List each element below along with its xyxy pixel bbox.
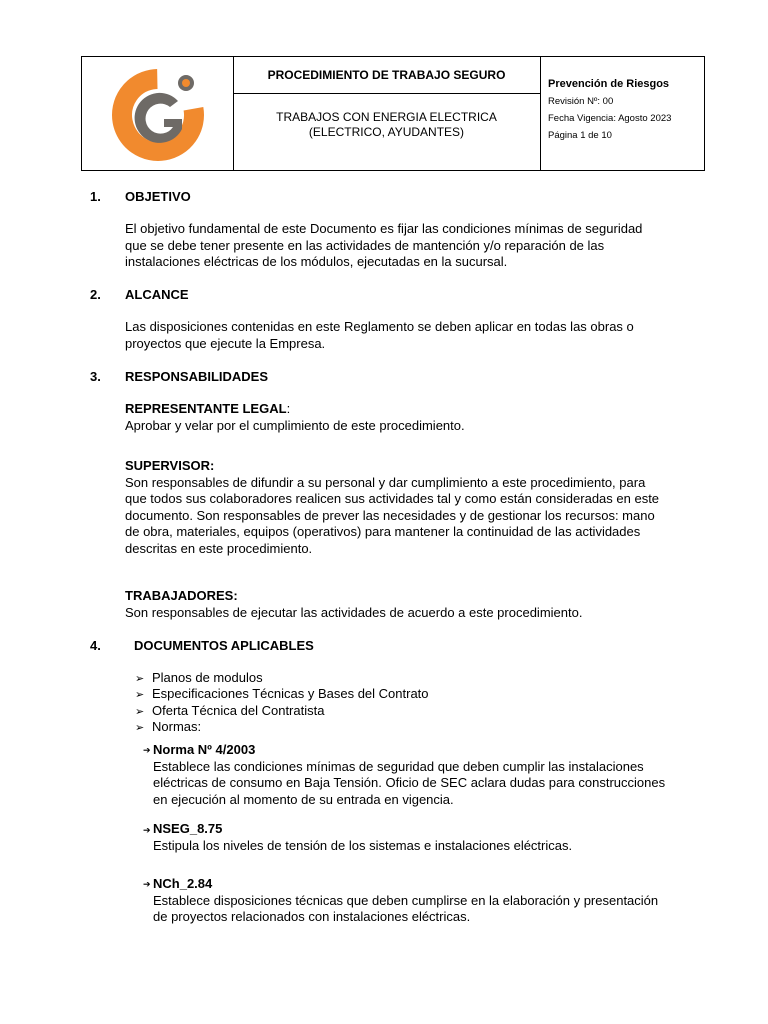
- list-item: ➢ Oferta Técnica del Contratista: [135, 703, 324, 721]
- supervisor-title: SUPERVISOR:: [125, 458, 215, 473]
- document-header: [81, 56, 705, 171]
- logo-cell: [82, 57, 234, 170]
- page-label: Página 1 de 10: [548, 130, 612, 141]
- norm-block: NCh_2.84 Establece disposiciones técnicas que deben cumplirse en la elaboración y presentación de proyectos relacionados con instalaciones eléctricas.: [153, 876, 698, 926]
- workers-title: TRABAJADORES:: [125, 588, 238, 603]
- norm-block: Norma Nº 4/2003 Establece las condiciones mínimas de seguridad que deben cumplir las instalaciones eléctricas de consumo en Baja Tensión. Oficio de SEC aclara dudas para construcciones en ejecución al momento de su entrada en vigencia.: [153, 742, 698, 808]
- section-2-text: Las disposiciones contenidas en este Reglamento se deben aplicar en todas las obras o proyectos que ejecute la Empresa.: [125, 319, 634, 351]
- norm-title: NSEG_8.75: [153, 821, 223, 836]
- section-1-number: 1.: [90, 189, 101, 204]
- procedure-subtitle: TRABAJOS CON ENERGIA ELECTRICA (ELECTRICO, AYUDANTES): [276, 110, 497, 139]
- list-item: ➢ Normas:: [135, 719, 201, 737]
- legal-rep-text: Aprobar y velar por el cumplimiento de este procedimiento.: [125, 417, 465, 433]
- section-3-title: RESPONSABILIDADES: [125, 369, 269, 384]
- norm-block: NSEG_8.75 Estipula los niveles de tensión de los sistemas e instalaciones eléctricas.: [153, 821, 698, 854]
- section-2-number: 2.: [90, 287, 101, 302]
- arrow-bullet-icon: ➢: [135, 722, 145, 734]
- section-4-number: 4.: [90, 638, 101, 653]
- arrow-small-icon: ➔: [143, 745, 151, 755]
- supervisor-block: SUPERVISOR: Son responsables de difundir a su personal y dar cumplimiento a este procedimiento, para que todos sus colaboradores realicen sus actividades tal y como están consideradas en este documento. Son responsables de prever las necesidades y de gestionar los recursos: mano de obra, materiales, equipos (operativos) para mantener la continuidad de las actividades descritas en este procedimiento.: [125, 458, 698, 557]
- list-item: ➢ Planos de modulos: [135, 670, 263, 688]
- header-title-cell: [233, 57, 541, 170]
- revision-label: Revisión Nº: 00: [548, 96, 614, 107]
- norm-title: NCh_2.84: [153, 876, 213, 891]
- company-logo: [82, 57, 233, 170]
- section-3-number: 3.: [90, 369, 101, 384]
- section-4-title: DOCUMENTOS APLICABLES: [134, 638, 314, 653]
- arrow-bullet-icon: ➢: [135, 706, 145, 718]
- legal-rep-title: REPRESENTANTE LEGAL: [125, 401, 287, 416]
- section-1-text: El objetivo fundamental de este Documento es fijar las condiciones mínimas de seguridad que se debe tener presente en las actividades de mantención y/o reparación de las instalaciones eléctricas de los módulos, ejecutadas en la sucursal.: [125, 221, 643, 269]
- arrow-small-icon: ➔: [143, 879, 151, 889]
- section-1-title: OBJETIVO: [125, 189, 191, 204]
- department-label: Prevención de Riesgos: [548, 78, 670, 90]
- list-item: ➢ Especificaciones Técnicas y Bases del Contrato: [135, 686, 429, 704]
- section-2-title: ALCANCE: [125, 287, 189, 302]
- arrow-bullet-icon: ➢: [135, 673, 145, 685]
- workers-block: [125, 588, 698, 621]
- arrow-small-icon: ➔: [143, 825, 151, 835]
- arrow-bullet-icon: ➢: [135, 689, 145, 701]
- legal-rep-block: REPRESENTANTE LEGAL: Aprobar y velar por el cumplimiento de este procedimiento.: [125, 401, 698, 434]
- workers-text: Son responsables de ejecutar las actividades de acuerdo a este procedimiento.: [125, 604, 583, 620]
- norm-title: Norma Nº 4/2003: [153, 742, 256, 757]
- procedure-title: PROCEDIMIENTO DE TRABAJO SEGURO: [233, 57, 540, 94]
- header-meta-cell: [548, 57, 704, 170]
- validity-label: Fecha Vigencia: Agosto 2023: [548, 113, 672, 124]
